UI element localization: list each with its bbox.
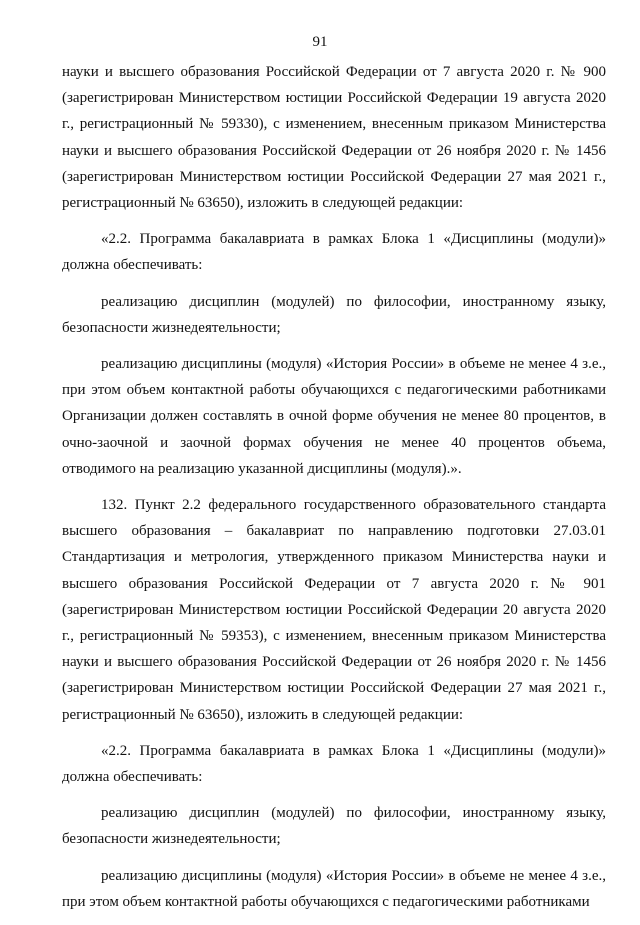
paragraph: «2.2. Программа бакалавриата в рамках Блока 1 «Дисциплины (модули)» должна обеспечивать: xyxy=(62,231,606,274)
paragraph: реализацию дисциплины (модуля) «История России» в объеме не менее 4 з.е., при этом объем контактной работы обучающихся с педагогическими работниками Организации должен составлять в очной форме обучения не менее 80 процентов, в очно-заочной и заочной формах обучения не менее 40 процентов объема, отводимого на реализацию указанной дисциплины (модуля).». xyxy=(62,356,606,477)
document-body xyxy=(62,59,606,925)
paragraph: «2.2. Программа бакалавриата в рамках Блока 1 «Дисциплины (модули)» должна обеспечивать: xyxy=(62,742,606,786)
paragraph: науки и высшего образования Российской Федерации от 7 августа 2020 г. № 900 (зарегистрирован Министерством юстиции Российской Федерации 19 августа 2020 г., регистрационный № 59330), с изменением, внесенным приказом Министерства науки и высшего образования Российской Федерации от 26 ноября 2020 г. № 1456 (зарегистрирован Министерством юстиции Российской Федерации 27 мая 2021 г., регистрационный № 63650), изложить в следующей редакции: xyxy=(62,64,606,212)
paragraph: реализацию дисциплин (модулей) по философии, иностранному языку, безопасности жизнедеятельности; xyxy=(62,805,606,848)
page-number: 91 xyxy=(312,34,328,50)
paragraph: реализацию дисциплины (модуля) «История России» в объеме не менее 4 з.е., при этом объем контактной работы обучающихся с педагогическими работниками xyxy=(62,867,606,910)
paragraph: 132. Пункт 2.2 федерального государственного образовательного стандарта высшего образования – бакалавриат по направлению подготовки 27.03.01 Стандартизация и метрология, утвержденного приказом Министерства науки и высшего образования Российской Федерации от 7 августа 2020 г. № 901 (зарегистрирован Министерством юстиции Российской Федерации 20 августа 2020 г., регистрационный № 59353), с изменением, внесенным приказом Министерства науки и высшего образования Российской Федерации от 26 ноября 2020 г. № 1456 (зарегистрирован Министерством юстиции Российской Федерации 27 мая 2021 г., регистрационный № 63650), изложить в следующей редакции: xyxy=(62,497,606,723)
paragraph: реализацию дисциплин (модулей) по философии, иностранному языку, безопасности жизнедеятельности; xyxy=(62,293,606,336)
